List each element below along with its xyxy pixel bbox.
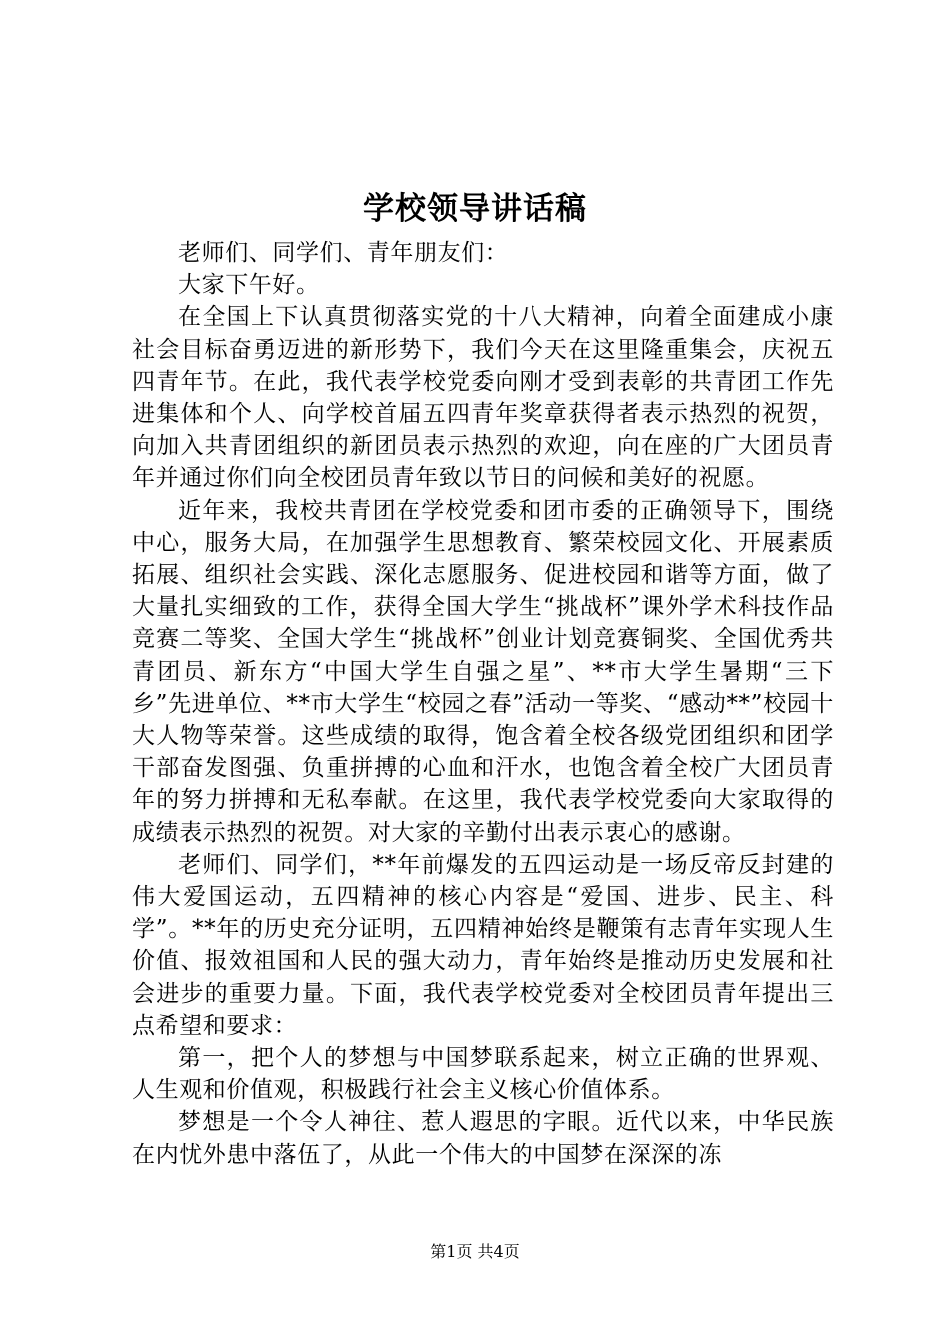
body-paragraph: 近年来，我校共青团在学校党委和团市委的正确领导下，围绕中心，服务大局，在加强学生思想教育、繁荣校园文化、开展素质拓展、组织社会实践、深化志愿服务、促进校园和谐等方面，做了大量扎实细致的工作，获得全国大学生“挑战杯”课外学术科技作品竞赛二等奖、全国大学生“挑战杯”创业计划竞赛铜奖、全国优秀共青团员、新东方“中国大学生自强之星”、**市大学生暑期“三下乡”先进单位、**市大学生“校园之春”活动一等奖、“感动**”校园十大人物等荣誉。这些成绩的取得，饱含着全校各级党团组织和团学干部奋发图强、负重拼搏的心血和汗水，也饱含着全校广大团员青年的努力拼搏和无私奉献。在这里，我代表学校党委向大家取得的成绩表示热烈的祝贺。对大家的辛勤付出表示衷心的感谢。	[132, 497, 834, 846]
greeting: 大家下午好。	[178, 272, 320, 299]
body-paragraph: 在全国上下认真贯彻落实党的十八大精神，向着全面建成小康社会目标奋勇迈进的新形势下，我们今天在这里隆重集会，庆祝五四青年节。在此，我代表学校党委向刚才受到表彰的共青团工作先进集体和个人、向学校首届五四青年奖章获得者表示热烈的祝贺，向加入共青团组织的新团员表示热烈的欢迎，向在座的广大团员青年并通过你们向全校团员青年致以节日的问候和美好的祝愿。	[132, 304, 834, 492]
salutation: 老师们、同学们、青年朋友们：	[178, 240, 509, 266]
body-paragraph: 梦想是一个令人神往、惹人遐思的字眼。近代以来，中华民族在内忧外患中落伍了，从此一个伟大的中国梦在深深的冻	[132, 1109, 834, 1168]
body-paragraph: 老师们、同学们，**年前爆发的五四运动是一场反帝反封建的伟大爱国运动，五四精神的核心内容是“爱国、进步、民主、科学”。**年的历史充分证明，五四精神始终是鞭策有志青年实现人生价值、报效祖国和人民的强大动力，青年始终是推动历史发展和社会进步的重要力量。下面，我代表学校党委对全校团员青年提出三点希望和要求：	[132, 851, 834, 1039]
document-body	[132, 237, 834, 1171]
document-title: 学校领导讲话稿	[363, 191, 587, 227]
body-paragraph: 第一，把个人的梦想与中国梦联系起来，树立正确的世界观、人生观和价值观，积极践行社会主义核心价值体系。	[132, 1045, 834, 1104]
page-number-footer: 第1页 共4页	[430, 1242, 520, 1261]
